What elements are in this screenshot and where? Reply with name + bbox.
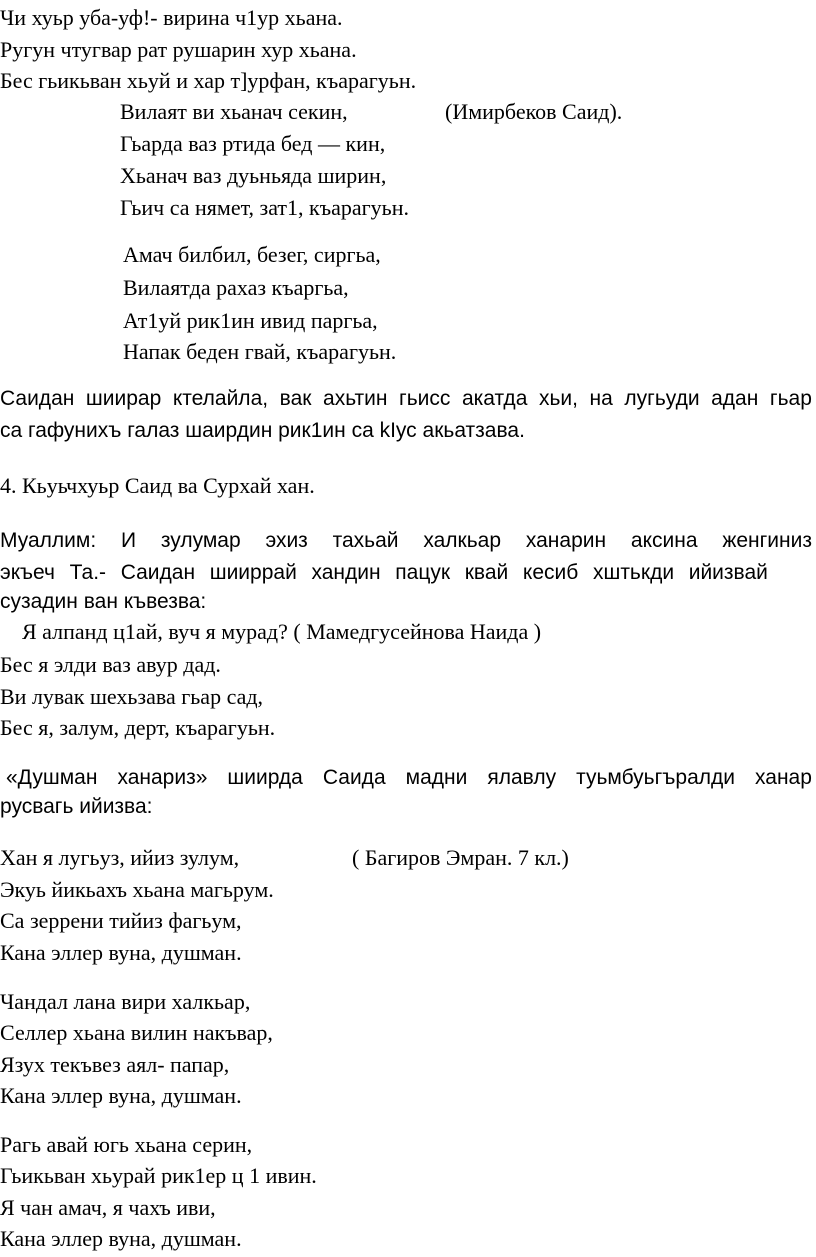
intro-line-3: Бес гьикьван хьуй и хар т]урфан, къарагуьн.: [0, 68, 417, 93]
poem3-author: ( Багиров Эмран. 7 кл.): [352, 845, 569, 870]
poem1-line: Гьич са нямет, зат1, къарагуьн.: [120, 195, 409, 220]
poem3-line: Кана эллер вуна, душман.: [0, 940, 242, 965]
poem2-line: Бес я элди ваз авур дад.: [0, 652, 221, 677]
poem3-line: Хан я лугьуз, ийиз зулум,: [0, 845, 240, 870]
poem2-first-line: Я алпанд ц1ай, вуч я мурад? ( Мамедгусейнова Наида ): [22, 619, 542, 644]
para2-line-2: русвагь ийизва:: [0, 795, 153, 818]
teacher-line-2: экъеч Та.- Саидан шииррай хандин пацук квай кесиб хштькди ийизвай: [0, 561, 768, 584]
poem3-line: Селлер хьана вилин накъвар,: [0, 1020, 273, 1045]
poem1-line: Гьарда ваз ртида бед — кин,: [120, 131, 386, 156]
poem3-line: Гьикьван хьурай рик1ер ц 1 ивин.: [0, 1163, 317, 1188]
poem3-line: Я чан амач, я чахъ иви,: [0, 1195, 216, 1220]
teacher-line-3: сузадин ван къвезва:: [0, 590, 207, 613]
poem3-line: Чандал лана вири халкьар,: [0, 989, 251, 1014]
poem2-line: Бес я, залум, дерт, къарагуьн.: [0, 715, 276, 740]
poem3-line: Экуь йикьахъ хьана магьрум.: [0, 877, 274, 902]
poem3-line: Рагь авай югь хьана серин,: [0, 1132, 253, 1157]
poem3-line: Кана эллер вуна, душман.: [0, 1226, 242, 1251]
poem3-line: Кана эллер вуна, душман.: [0, 1083, 242, 1108]
intro-line-1: Чи хуьр уба-уф!- вирина ч1ур хьана.: [0, 5, 343, 30]
poem1-line: Ат1уй рик1ин ивид паргьа,: [123, 308, 378, 333]
section-heading: 4. Кьуьчхуьр Саид ва Сурхай хан.: [0, 473, 315, 498]
para2-line-1: «Душман ханариз» шиирда Саида мадни ялавлу туьмбуьгъралди ханар: [6, 766, 812, 789]
poem1-line: Напак беден гвай, къарагуьн.: [123, 339, 397, 364]
para1-line-2: са гафунихъ галаз шаирдин рик1ин са kIус акьатзава.: [0, 419, 525, 442]
poem3-line: Са зеррени тийиз фагьум,: [0, 908, 242, 933]
poem1-line: Вилаят ви хьанач секин,: [120, 99, 348, 124]
poem3-line: Язух текъвез аял- папар,: [0, 1052, 230, 1077]
intro-line-2: Ругун чтугвар рат рушарин хур хьана.: [0, 37, 357, 62]
poem1-author: (Имирбеков Саид).: [445, 99, 623, 124]
para1-line-1: Саидан шиирар ктелайла, вак ахьтин гьисс акатда хьи, на лугьуди адан гьар: [0, 387, 812, 410]
teacher-line-1: Муаллим: И зулумар эхиз тахьай халкьар ханарин аксина женгиниз: [0, 529, 812, 552]
poem1-line: Хьанач ваз дуьньяда ширин,: [120, 163, 387, 188]
poem1-line: Амач билбил, безег, сиргьа,: [123, 242, 381, 267]
poem2-line: Ви лувак шехьзава гьар сад,: [0, 684, 264, 709]
poem1-line: Вилаятда рахаз къаргьа,: [123, 275, 349, 300]
